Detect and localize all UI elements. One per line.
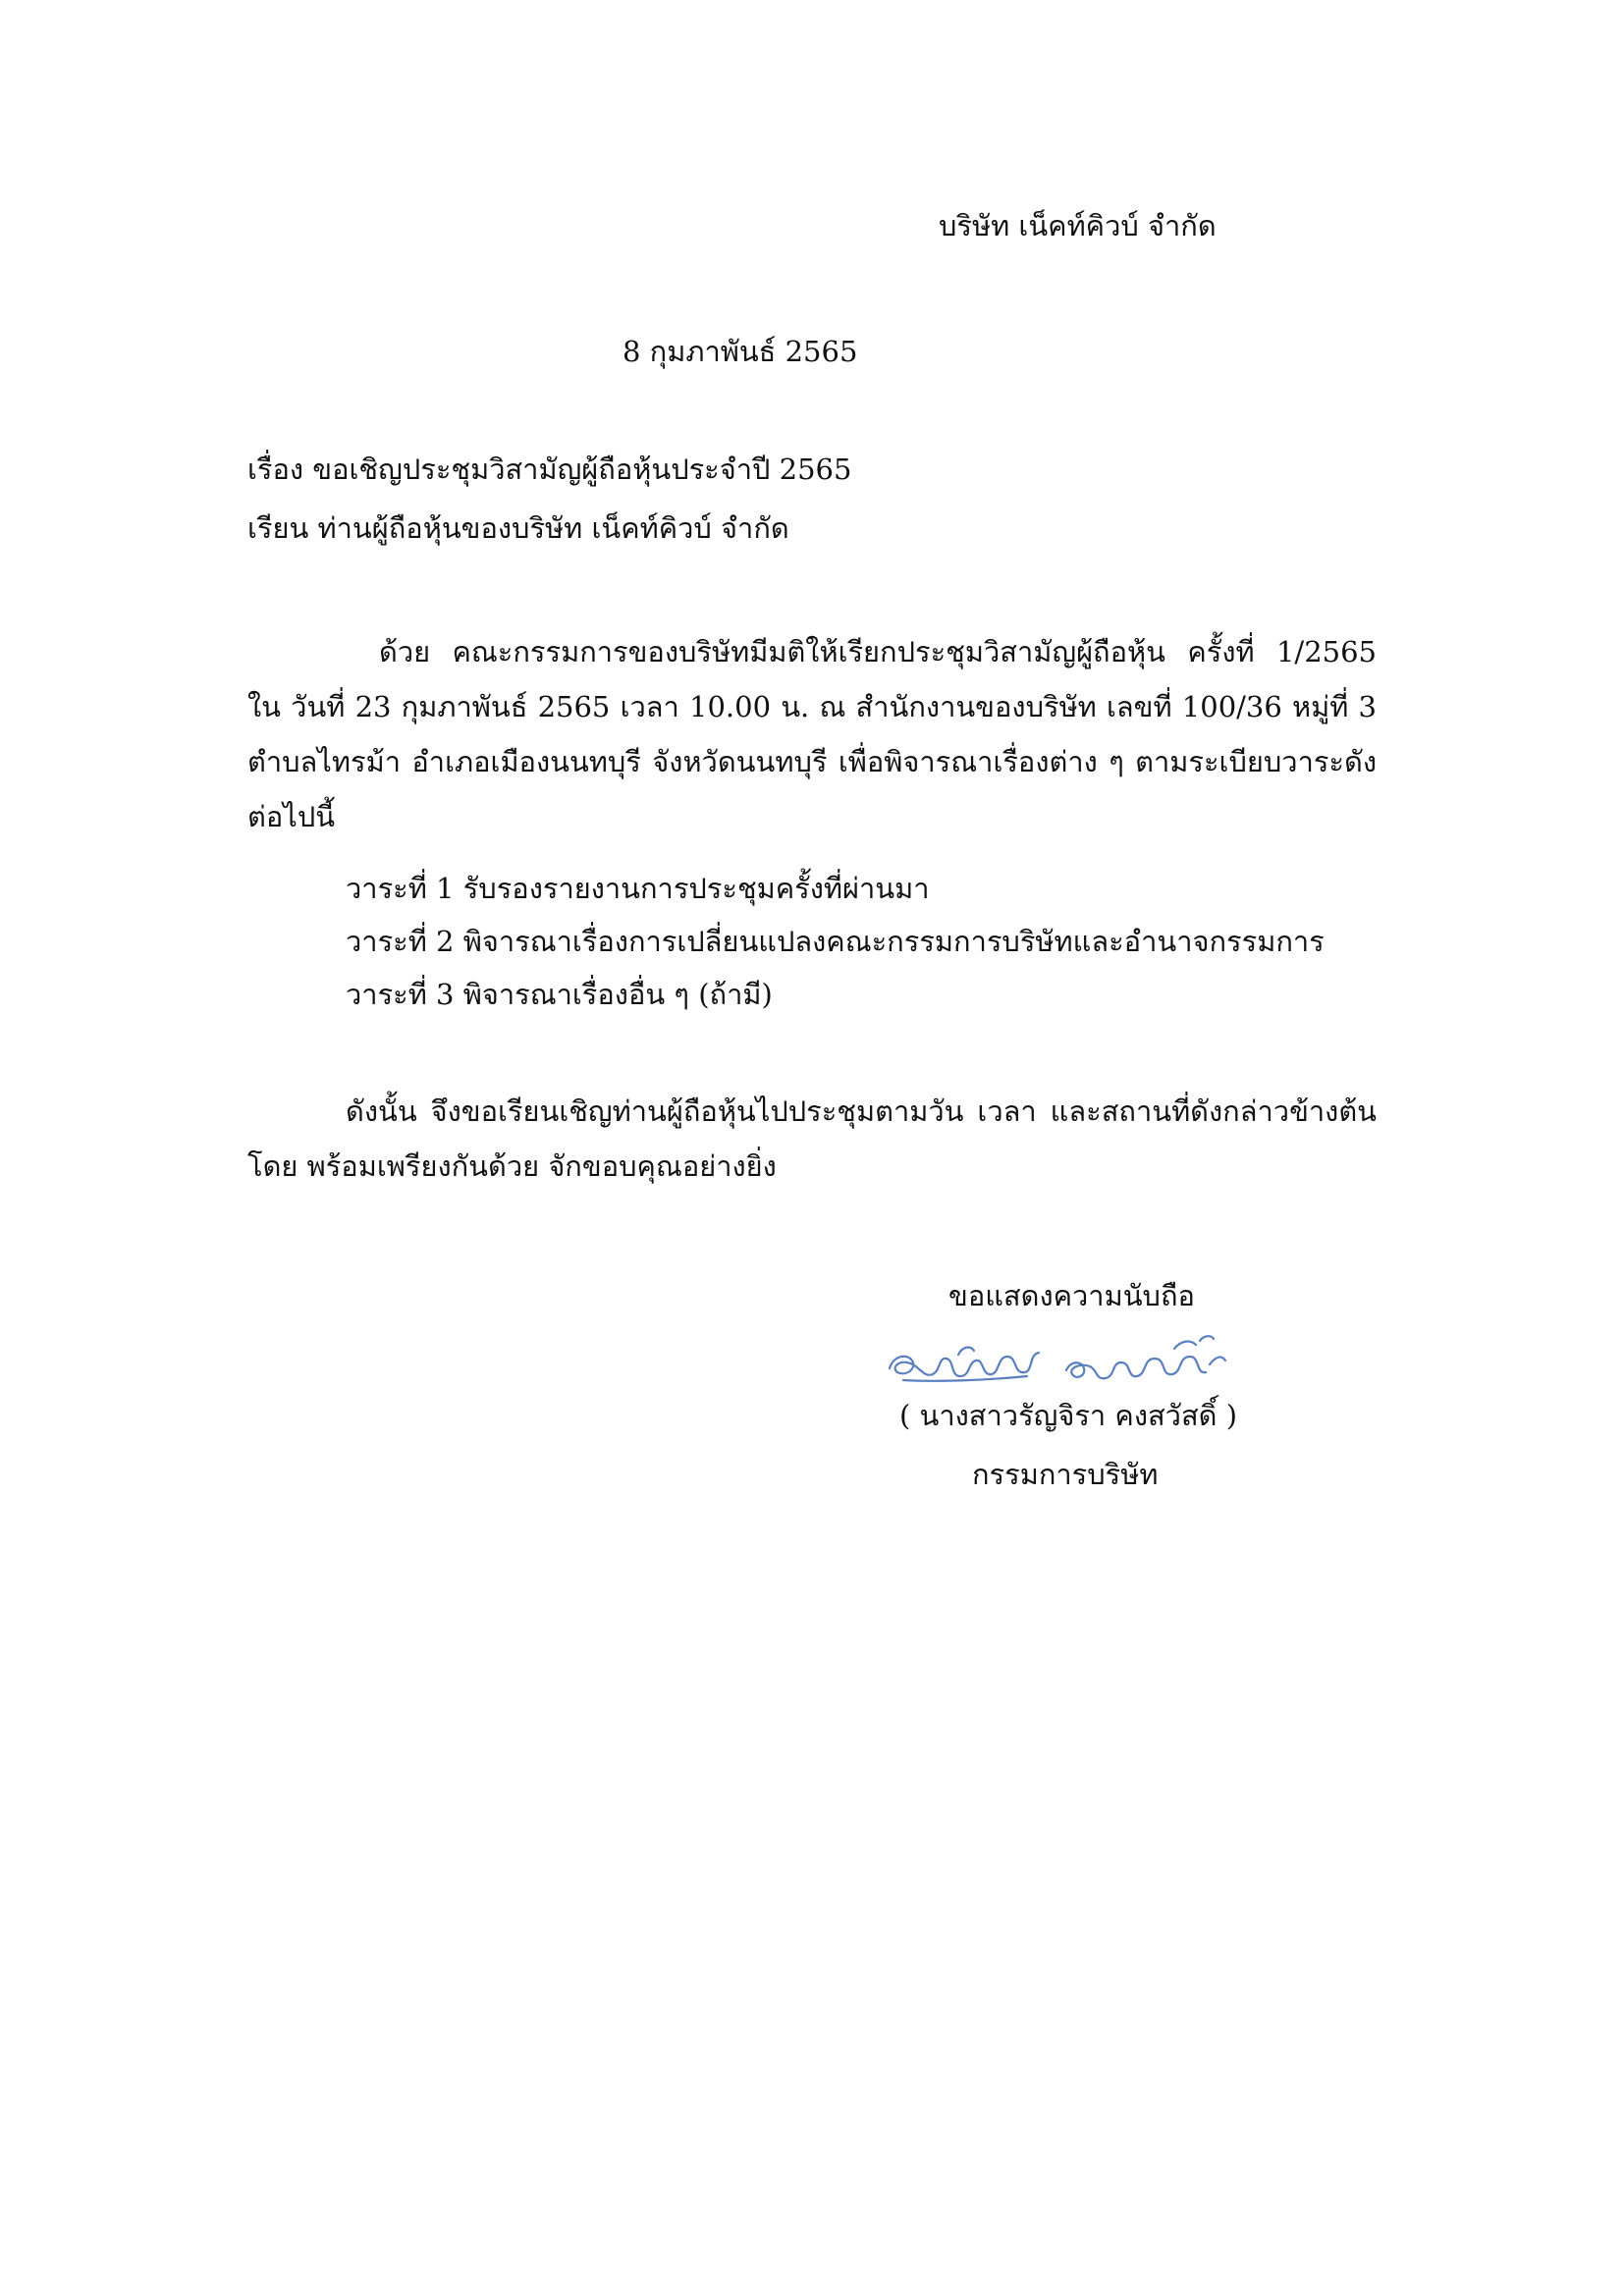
handwritten-signature: [880, 1327, 1243, 1406]
letter-recipient: เรียน ท่านผู้ถือหุ้นของบริษัท เน็คท์คิวบ์ จำกัด: [247, 511, 789, 545]
signature-scribble: [880, 1327, 1243, 1406]
signer-title: กรรมการบริษัท: [972, 1458, 1159, 1491]
body-paragraph-1: ด้วย คณะกรรมการของบริษัทมีมติให้เรียกประชุมวิสามัญผู้ถือหุ้น ครั้งที่ 1/2565 ใน วันที่ 23 กุมภาพันธ์ 2565 เวลา 10.00 น. ณ สำนักงานของบริษัท เลขที่ 100/36 หมู่ที่ 3 ตำบลไทรม้า อำเภอเมืองนนทบุรี จังหวัดนนทบุรี เพื่อพิจารณาเรื่องต่าง ๆ ตามระเบียบวาระดังต่อไปนี้: [247, 635, 1377, 833]
agenda-item-2: วาระที่ 2 พิจารณาเรื่องการเปลี่ยนแปลงคณะกรรมการบริษัทและอำนาจกรรมการ: [346, 925, 1325, 958]
agenda-list: [346, 862, 1325, 1021]
body-paragraph-2: ดังนั้น จึงขอเรียนเชิญท่านผู้ถือหุ้นไปประชุมตามวัน เวลา และสถานที่ดังกล่าวข้างต้น โดย พร้อมเพรียงกันด้วย จักขอบคุณอย่างยิ่ง: [247, 1095, 1377, 1183]
company-header: บริษัท เน็คท์คิวบ์ จำกัด: [939, 209, 1217, 242]
closing-phrase: ขอแสดงความนับถือ: [948, 1279, 1195, 1312]
letter-date: 8 กุมภาพันธ์ 2565: [623, 335, 858, 368]
letter-subject: เรื่อง ขอเชิญประชุมวิสามัญผู้ถือหุ้นประจำปี 2565: [247, 453, 852, 486]
agenda-item-3: วาระที่ 3 พิจารณาเรื่องอื่น ๆ (ถ้ามี): [346, 978, 773, 1011]
agenda-item-1: วาระที่ 1 รับรองรายงานการประชุมครั้งที่ผ่านมา: [346, 872, 930, 905]
signer-name: ( นางสาวรัญจิรา คงสวัสดิ์ ): [899, 1399, 1238, 1432]
